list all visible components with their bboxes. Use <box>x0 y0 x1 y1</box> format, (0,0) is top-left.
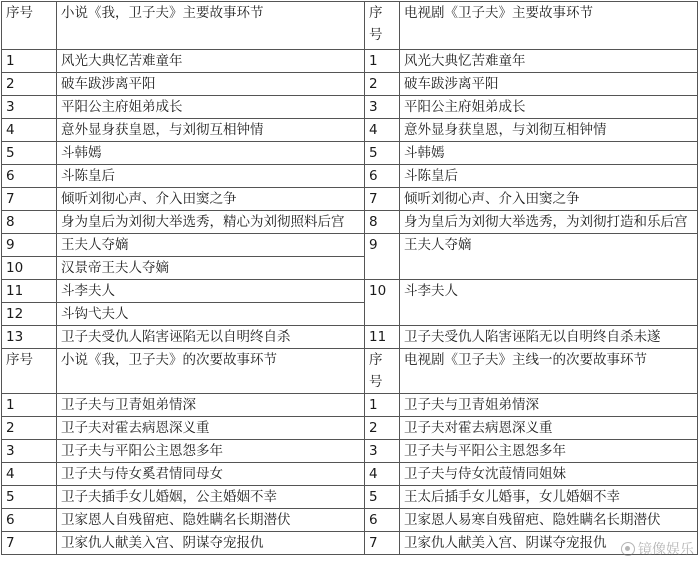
novel-num-cell: 9 <box>2 234 57 257</box>
novel-num-cell: 1 <box>2 394 57 417</box>
tv-num-cell: 9 <box>365 234 400 280</box>
table-row <box>2 234 698 257</box>
novel-cell: 斗钩弋夫人 <box>57 303 365 326</box>
tv-cell: 卫子夫与侍女沈葭情同姐妹 <box>400 463 698 486</box>
table1-header-row <box>2 2 698 50</box>
table-row <box>2 486 698 509</box>
header-tv-num: 序号 <box>365 349 400 394</box>
table-row <box>2 165 698 188</box>
novel-num-cell: 2 <box>2 73 57 96</box>
tv-num-cell: 5 <box>365 142 400 165</box>
tv-cell: 风光大典忆苦难童年 <box>400 50 698 73</box>
novel-cell: 王夫人夺嫡 <box>57 234 365 257</box>
tv-cell: 斗陈皇后 <box>400 165 698 188</box>
table-row <box>2 440 698 463</box>
table-row <box>2 394 698 417</box>
novel-num-cell: 4 <box>2 119 57 142</box>
header-novel: 小说《我，卫子夫》的次要故事环节 <box>57 349 365 394</box>
novel-num-cell: 4 <box>2 463 57 486</box>
table-row <box>2 211 698 234</box>
novel-cell: 卫子夫对霍去病恩深义重 <box>57 417 365 440</box>
novel-num-cell: 6 <box>2 165 57 188</box>
tv-num-cell: 3 <box>365 96 400 119</box>
tv-cell: 倾听刘彻心声、介入田窦之争 <box>400 188 698 211</box>
tv-cell: 王太后插手女儿婚事，女儿婚姻不幸 <box>400 486 698 509</box>
table-row <box>2 417 698 440</box>
table-row <box>2 142 698 165</box>
novel-cell: 斗陈皇后 <box>57 165 365 188</box>
watermark-text: 镜像娱乐 <box>638 542 694 558</box>
tv-num-cell: 8 <box>365 211 400 234</box>
tv-num-cell: 7 <box>365 532 400 555</box>
tv-cell: 平阳公主府姐弟成长 <box>400 96 698 119</box>
header-novel: 小说《我，卫子夫》主要故事环节 <box>57 2 365 50</box>
tv-cell: 卫子夫受仇人陷害诬陷无以自明终自杀未遂 <box>400 326 698 349</box>
table-row <box>2 326 698 349</box>
novel-cell: 卫子夫与卫青姐弟情深 <box>57 394 365 417</box>
novel-cell: 卫子夫受仇人陷害诬陷无以自明终自杀 <box>57 326 365 349</box>
novel-cell: 破车跋涉离平阳 <box>57 73 365 96</box>
novel-num-cell: 7 <box>2 532 57 555</box>
novel-cell: 汉景帝王夫人夺嫡 <box>57 257 365 280</box>
novel-cell: 斗韩嫣 <box>57 142 365 165</box>
novel-cell: 卫家仇人献美入宫、阴谋夺宠报仇 <box>57 532 365 555</box>
tv-cell: 卫家恩人易寒自残留疤、隐姓瞒名长期潜伏 <box>400 509 698 532</box>
novel-cell: 风光大典忆苦难童年 <box>57 50 365 73</box>
tv-cell: 破车跋涉离平阳 <box>400 73 698 96</box>
header-novel-num: 序号 <box>2 2 57 50</box>
novel-num-cell: 6 <box>2 509 57 532</box>
novel-cell: 倾听刘彻心声、介入田窦之争 <box>57 188 365 211</box>
tv-num-cell: 6 <box>365 165 400 188</box>
table-row <box>2 50 698 73</box>
novel-num-cell: 3 <box>2 440 57 463</box>
novel-num-cell: 3 <box>2 96 57 119</box>
header-tv: 电视剧《卫子夫》主线一的次要故事环节 <box>400 349 698 394</box>
novel-cell: 平阳公主府姐弟成长 <box>57 96 365 119</box>
tv-cell: 斗李夫人 <box>400 280 698 326</box>
tv-num-cell: 10 <box>365 280 400 326</box>
novel-cell: 卫子夫插手女儿婚姻，公主婚姻不幸 <box>57 486 365 509</box>
tv-cell: 王夫人夺嫡 <box>400 234 698 280</box>
table-row <box>2 280 698 303</box>
novel-cell: 意外显身获皇恩，与刘彻互相钟情 <box>57 119 365 142</box>
tv-num-cell: 2 <box>365 417 400 440</box>
table-row <box>2 188 698 211</box>
table-row <box>2 463 698 486</box>
novel-num-cell: 7 <box>2 188 57 211</box>
novel-num-cell: 11 <box>2 280 57 303</box>
novel-num-cell: 8 <box>2 211 57 234</box>
novel-cell: 斗李夫人 <box>57 280 365 303</box>
tv-num-cell: 6 <box>365 509 400 532</box>
novel-num-cell: 2 <box>2 417 57 440</box>
header-tv: 电视剧《卫子夫》主要故事环节 <box>400 2 698 50</box>
tv-num-cell: 4 <box>365 463 400 486</box>
tv-num-cell: 1 <box>365 50 400 73</box>
novel-num-cell: 13 <box>2 326 57 349</box>
novel-num-cell: 5 <box>2 142 57 165</box>
table-row <box>2 509 698 532</box>
novel-cell: 卫家恩人自残留疤、隐姓瞒名长期潜伏 <box>57 509 365 532</box>
tv-num-cell: 4 <box>365 119 400 142</box>
tv-num-cell: 3 <box>365 440 400 463</box>
table-row <box>2 532 698 555</box>
novel-cell: 卫子夫与平阳公主恩怨多年 <box>57 440 365 463</box>
tv-cell: 卫子夫与平阳公主恩怨多年 <box>400 440 698 463</box>
novel-cell: 卫子夫与侍女奚君情同母女 <box>57 463 365 486</box>
tv-cell: 卫子夫对霍去病恩深义重 <box>400 417 698 440</box>
novel-num-cell: 12 <box>2 303 57 326</box>
tv-num-cell: 5 <box>365 486 400 509</box>
novel-num-cell: 5 <box>2 486 57 509</box>
tv-num-cell: 1 <box>365 394 400 417</box>
table-row <box>2 73 698 96</box>
tv-num-cell: 2 <box>365 73 400 96</box>
novel-num-cell: 1 <box>2 50 57 73</box>
tv-cell: 意外显身获皇恩，与刘彻互相钟情 <box>400 119 698 142</box>
table-row <box>2 119 698 142</box>
header-novel-num: 序号 <box>2 349 57 394</box>
tv-cell: 卫子夫与卫青姐弟情深 <box>400 394 698 417</box>
novel-cell: 身为皇后为刘彻大举选秀，精心为刘彻照料后宫 <box>57 211 365 234</box>
table-row <box>2 96 698 119</box>
tv-num-cell: 7 <box>365 188 400 211</box>
table2-header-row <box>2 349 698 394</box>
header-tv-num: 序号 <box>365 2 400 50</box>
tv-num-cell: 11 <box>365 326 400 349</box>
tv-cell: 斗韩嫣 <box>400 142 698 165</box>
tv-cell: 卫家仇人献美入宫、阴谋夺宠报仇 <box>400 532 698 555</box>
tv-cell: 身为皇后为刘彻大举选秀，为刘彻打造和乐后宫 <box>400 211 698 234</box>
comparison-table <box>1 1 698 555</box>
novel-num-cell: 10 <box>2 257 57 280</box>
